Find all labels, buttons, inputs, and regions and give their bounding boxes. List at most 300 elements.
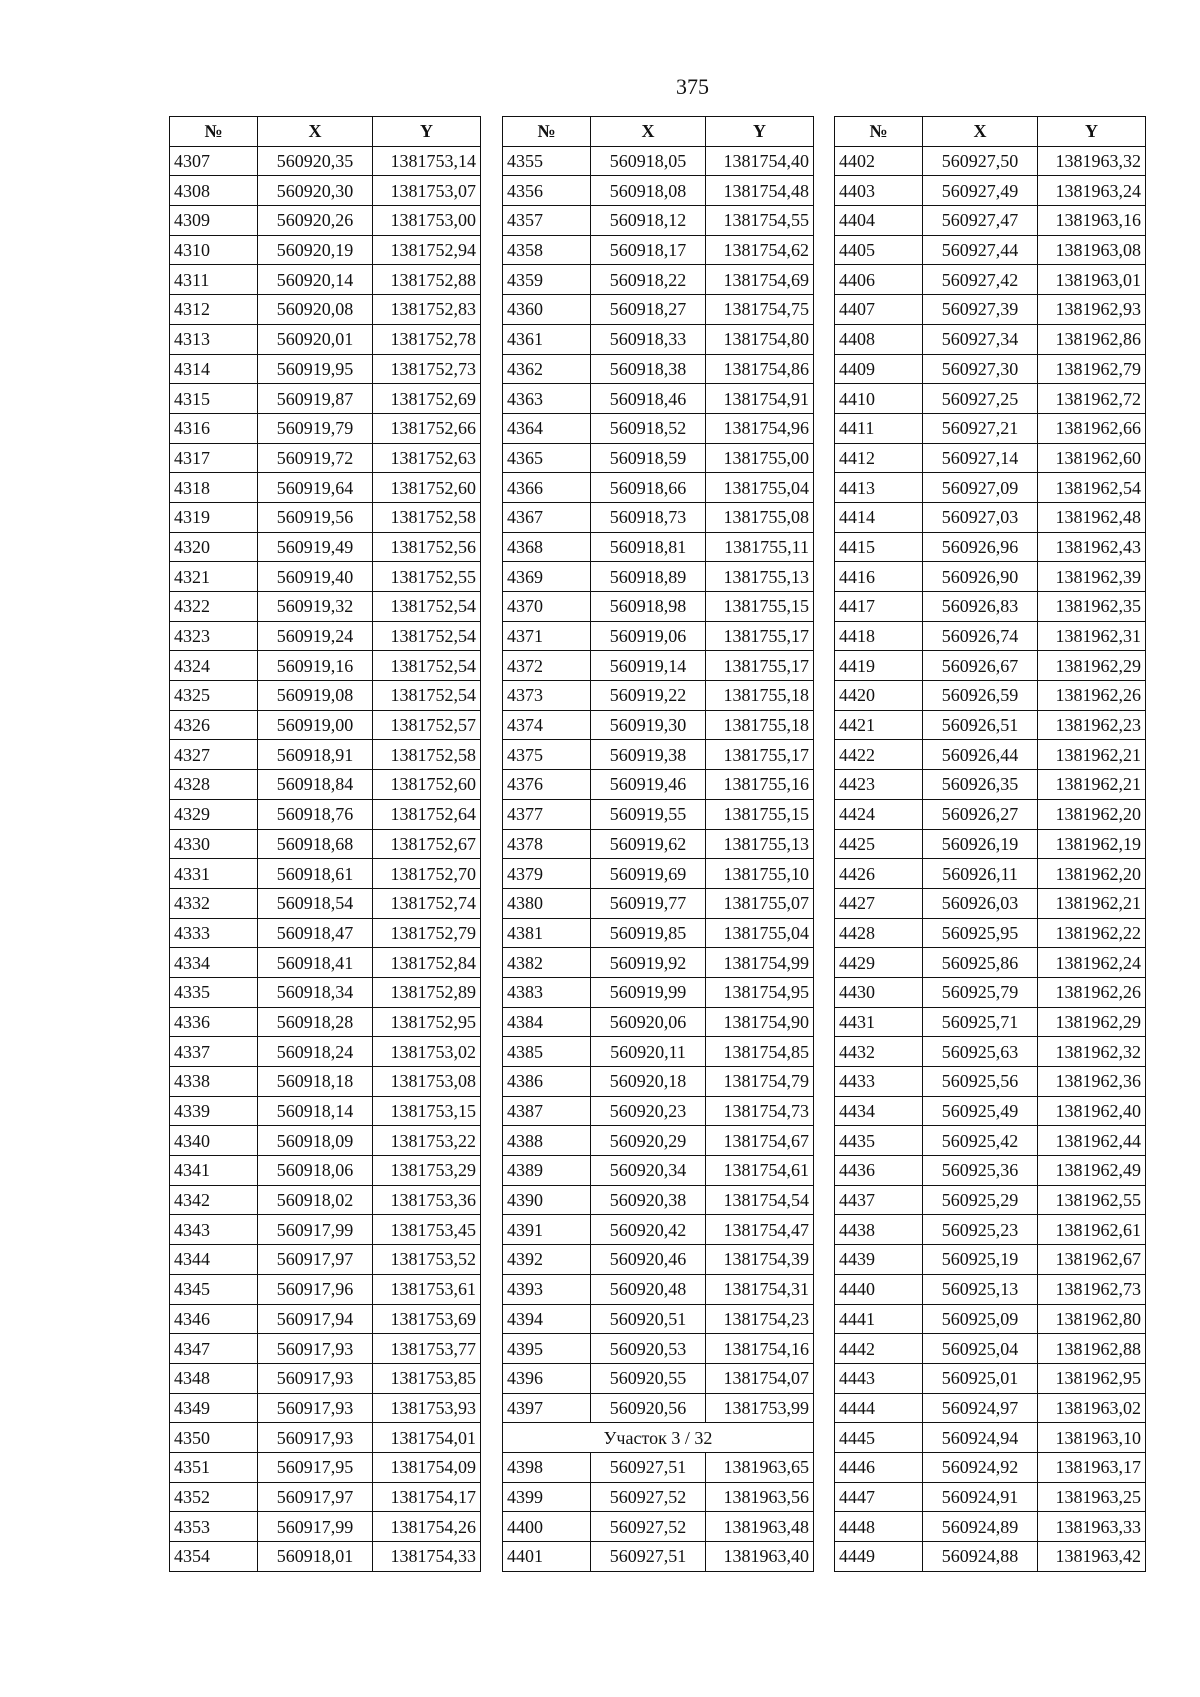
point-number-cell: 4315 (170, 384, 258, 414)
point-number-cell: 4434 (835, 1096, 923, 1126)
y-coordinate-cell: 1381754,61 (706, 1156, 814, 1186)
x-coordinate-cell: 560917,93 (258, 1334, 373, 1364)
x-coordinate-cell: 560920,08 (258, 295, 373, 325)
point-number-cell: 4336 (170, 1007, 258, 1037)
point-number-cell: 4413 (835, 473, 923, 503)
point-number-cell: 4326 (170, 710, 258, 740)
table-row (503, 443, 814, 473)
x-coordinate-cell: 560919,24 (258, 621, 373, 651)
table-row (503, 384, 814, 414)
y-coordinate-cell: 1381963,10 (1038, 1423, 1146, 1453)
x-coordinate-cell: 560918,08 (591, 176, 706, 206)
table-row (170, 265, 481, 295)
y-coordinate-cell: 1381753,29 (373, 1156, 481, 1186)
table-row (170, 1363, 481, 1393)
point-number-cell: 4346 (170, 1304, 258, 1334)
y-coordinate-cell: 1381963,17 (1038, 1452, 1146, 1482)
table-row (503, 977, 814, 1007)
y-coordinate-cell: 1381753,52 (373, 1245, 481, 1275)
point-number-cell: 4349 (170, 1393, 258, 1423)
table-row (503, 295, 814, 325)
table-row (170, 1274, 481, 1304)
point-number-cell: 4363 (503, 384, 591, 414)
table-row (835, 562, 1146, 592)
x-coordinate-cell: 560918,14 (258, 1096, 373, 1126)
y-coordinate-cell: 1381752,84 (373, 948, 481, 978)
table-row (170, 1185, 481, 1215)
table-row (835, 829, 1146, 859)
x-coordinate-cell: 560926,35 (923, 770, 1038, 800)
page-number: 375 (676, 74, 709, 99)
y-coordinate-cell: 1381755,11 (706, 532, 814, 562)
point-number-cell: 4397 (503, 1393, 591, 1423)
x-coordinate-cell: 560917,93 (258, 1363, 373, 1393)
table-row (503, 1007, 814, 1037)
y-coordinate-cell: 1381963,65 (706, 1452, 814, 1482)
point-number-cell: 4380 (503, 888, 591, 918)
x-coordinate-cell: 560917,94 (258, 1304, 373, 1334)
table-row (835, 1334, 1146, 1364)
point-number-cell: 4410 (835, 384, 923, 414)
table-row (503, 265, 814, 295)
y-coordinate-cell: 1381755,16 (706, 770, 814, 800)
table-row (503, 918, 814, 948)
y-coordinate-cell: 1381962,19 (1038, 829, 1146, 859)
point-number-cell: 4409 (835, 354, 923, 384)
point-number-cell: 4322 (170, 592, 258, 622)
table-row (170, 1304, 481, 1334)
x-coordinate-cell: 560919,32 (258, 592, 373, 622)
table-row (835, 977, 1146, 1007)
x-coordinate-cell: 560920,38 (591, 1185, 706, 1215)
table-row (503, 235, 814, 265)
table-row (170, 532, 481, 562)
point-number-cell: 4427 (835, 888, 923, 918)
x-coordinate-cell: 560925,63 (923, 1037, 1038, 1067)
x-coordinate-cell: 560925,09 (923, 1304, 1038, 1334)
point-number-cell: 4325 (170, 681, 258, 711)
table-row (170, 829, 481, 859)
point-number-cell: 4388 (503, 1126, 591, 1156)
x-coordinate-cell: 560927,50 (923, 146, 1038, 176)
point-number-cell: 4316 (170, 413, 258, 443)
table-row (170, 710, 481, 740)
x-coordinate-cell: 560926,19 (923, 829, 1038, 859)
x-coordinate-cell: 560920,30 (258, 176, 373, 206)
x-coordinate-cell: 560927,52 (591, 1512, 706, 1542)
x-coordinate-cell: 560918,73 (591, 502, 706, 532)
table-row (835, 1126, 1146, 1156)
point-number-cell: 4406 (835, 265, 923, 295)
y-coordinate-cell: 1381962,20 (1038, 799, 1146, 829)
point-number-cell: 4365 (503, 443, 591, 473)
y-coordinate-cell: 1381753,15 (373, 1096, 481, 1126)
x-coordinate-cell: 560927,21 (923, 413, 1038, 443)
y-coordinate-cell: 1381753,02 (373, 1037, 481, 1067)
x-coordinate-cell: 560918,28 (258, 1007, 373, 1037)
table-row (835, 710, 1146, 740)
table-row (503, 592, 814, 622)
coordinates-table-2 (502, 116, 814, 1572)
x-coordinate-cell: 560925,19 (923, 1245, 1038, 1275)
coordinates-table-1 (169, 116, 481, 1572)
x-coordinate-cell: 560926,59 (923, 681, 1038, 711)
x-coordinate-cell: 560918,18 (258, 1067, 373, 1097)
table-row (835, 413, 1146, 443)
y-coordinate-cell: 1381754,16 (706, 1334, 814, 1364)
y-coordinate-cell: 1381962,73 (1038, 1274, 1146, 1304)
table-row (835, 1423, 1146, 1453)
table-row (170, 413, 481, 443)
x-coordinate-cell: 560920,01 (258, 324, 373, 354)
x-coordinate-cell: 560917,93 (258, 1393, 373, 1423)
table-row (170, 146, 481, 176)
table-row (503, 1215, 814, 1245)
x-coordinate-cell: 560920,51 (591, 1304, 706, 1334)
point-number-cell: 4374 (503, 710, 591, 740)
y-coordinate-cell: 1381963,25 (1038, 1482, 1146, 1512)
y-coordinate-cell: 1381962,22 (1038, 918, 1146, 948)
point-number-cell: 4321 (170, 562, 258, 592)
x-coordinate-cell: 560925,42 (923, 1126, 1038, 1156)
table-row (170, 354, 481, 384)
y-coordinate-cell: 1381962,61 (1038, 1215, 1146, 1245)
point-number-cell: 4415 (835, 532, 923, 562)
point-number-cell: 4344 (170, 1245, 258, 1275)
x-coordinate-cell: 560920,42 (591, 1215, 706, 1245)
y-coordinate-cell: 1381962,93 (1038, 295, 1146, 325)
table-row (170, 977, 481, 1007)
point-number-cell: 4377 (503, 799, 591, 829)
table-row (170, 1334, 481, 1364)
x-coordinate-cell: 560917,97 (258, 1482, 373, 1512)
y-coordinate-cell: 1381962,21 (1038, 770, 1146, 800)
point-number-cell: 4376 (503, 770, 591, 800)
section-row (503, 1423, 814, 1453)
y-coordinate-cell: 1381754,96 (706, 413, 814, 443)
point-number-cell: 4356 (503, 176, 591, 206)
x-coordinate-cell: 560926,83 (923, 592, 1038, 622)
x-coordinate-cell: 560919,00 (258, 710, 373, 740)
table-row (503, 1037, 814, 1067)
point-number-cell: 4401 (503, 1542, 591, 1572)
point-number-cell: 4338 (170, 1067, 258, 1097)
y-coordinate-cell: 1381752,54 (373, 592, 481, 622)
table-row (835, 799, 1146, 829)
y-coordinate-cell: 1381755,04 (706, 918, 814, 948)
y-coordinate-cell: 1381963,48 (706, 1512, 814, 1542)
point-number-cell: 4395 (503, 1334, 591, 1364)
y-coordinate-cell: 1381752,56 (373, 532, 481, 562)
point-number-cell: 4378 (503, 829, 591, 859)
table-row (835, 473, 1146, 503)
x-coordinate-cell: 560926,96 (923, 532, 1038, 562)
y-coordinate-cell: 1381962,79 (1038, 354, 1146, 384)
point-number-cell: 4423 (835, 770, 923, 800)
y-coordinate-cell: 1381962,55 (1038, 1185, 1146, 1215)
x-coordinate-cell: 560919,08 (258, 681, 373, 711)
y-coordinate-cell: 1381753,14 (373, 146, 481, 176)
point-number-cell: 4309 (170, 206, 258, 236)
x-coordinate-cell: 560924,88 (923, 1542, 1038, 1572)
point-number-cell: 4381 (503, 918, 591, 948)
point-number-cell: 4383 (503, 977, 591, 1007)
y-coordinate-cell: 1381752,69 (373, 384, 481, 414)
header-x: X (591, 117, 706, 147)
table-row (170, 1215, 481, 1245)
y-coordinate-cell: 1381962,44 (1038, 1126, 1146, 1156)
table-row (503, 651, 814, 681)
y-coordinate-cell: 1381752,78 (373, 324, 481, 354)
table-row (835, 948, 1146, 978)
x-coordinate-cell: 560926,27 (923, 799, 1038, 829)
y-coordinate-cell: 1381753,22 (373, 1126, 481, 1156)
point-number-cell: 4445 (835, 1423, 923, 1453)
point-number-cell: 4327 (170, 740, 258, 770)
x-coordinate-cell: 560918,68 (258, 829, 373, 859)
x-coordinate-cell: 560926,90 (923, 562, 1038, 592)
y-coordinate-cell: 1381753,00 (373, 206, 481, 236)
y-coordinate-cell: 1381754,91 (706, 384, 814, 414)
point-number-cell: 4418 (835, 621, 923, 651)
x-coordinate-cell: 560920,26 (258, 206, 373, 236)
point-number-cell: 4416 (835, 562, 923, 592)
x-coordinate-cell: 560925,71 (923, 1007, 1038, 1037)
x-coordinate-cell: 560919,87 (258, 384, 373, 414)
y-coordinate-cell: 1381962,20 (1038, 859, 1146, 889)
point-number-cell: 4323 (170, 621, 258, 651)
y-coordinate-cell: 1381755,17 (706, 740, 814, 770)
table-row (503, 1067, 814, 1097)
point-number-cell: 4310 (170, 235, 258, 265)
x-coordinate-cell: 560919,85 (591, 918, 706, 948)
y-coordinate-cell: 1381752,89 (373, 977, 481, 1007)
x-coordinate-cell: 560924,92 (923, 1452, 1038, 1482)
point-number-cell: 4345 (170, 1274, 258, 1304)
table-row (170, 206, 481, 236)
y-coordinate-cell: 1381755,04 (706, 473, 814, 503)
table-row (503, 324, 814, 354)
header-number: № (835, 117, 923, 147)
table-row (170, 918, 481, 948)
y-coordinate-cell: 1381754,09 (373, 1452, 481, 1482)
table-row (503, 1185, 814, 1215)
x-coordinate-cell: 560917,93 (258, 1423, 373, 1453)
table-row (170, 1452, 481, 1482)
table-row (503, 1304, 814, 1334)
x-coordinate-cell: 560918,33 (591, 324, 706, 354)
y-coordinate-cell: 1381754,47 (706, 1215, 814, 1245)
x-coordinate-cell: 560919,56 (258, 502, 373, 532)
point-number-cell: 4331 (170, 859, 258, 889)
y-coordinate-cell: 1381752,83 (373, 295, 481, 325)
x-coordinate-cell: 560927,30 (923, 354, 1038, 384)
y-coordinate-cell: 1381753,85 (373, 1363, 481, 1393)
y-coordinate-cell: 1381754,07 (706, 1363, 814, 1393)
table-row (170, 1096, 481, 1126)
y-coordinate-cell: 1381753,36 (373, 1185, 481, 1215)
y-coordinate-cell: 1381754,17 (373, 1482, 481, 1512)
table-row (503, 621, 814, 651)
table-row (835, 888, 1146, 918)
y-coordinate-cell: 1381754,99 (706, 948, 814, 978)
table-row (170, 562, 481, 592)
y-coordinate-cell: 1381754,33 (373, 1542, 481, 1572)
point-number-cell: 4422 (835, 740, 923, 770)
point-number-cell: 4428 (835, 918, 923, 948)
y-coordinate-cell: 1381962,35 (1038, 592, 1146, 622)
y-coordinate-cell: 1381753,45 (373, 1215, 481, 1245)
table-row (835, 592, 1146, 622)
y-coordinate-cell: 1381962,48 (1038, 502, 1146, 532)
table-row (170, 1126, 481, 1156)
x-coordinate-cell: 560925,95 (923, 918, 1038, 948)
table-row (170, 502, 481, 532)
point-number-cell: 4408 (835, 324, 923, 354)
point-number-cell: 4446 (835, 1452, 923, 1482)
point-number-cell: 4351 (170, 1452, 258, 1482)
point-number-cell: 4436 (835, 1156, 923, 1186)
header-x: X (258, 117, 373, 147)
point-number-cell: 4318 (170, 473, 258, 503)
x-coordinate-cell: 560918,59 (591, 443, 706, 473)
table-row (835, 235, 1146, 265)
x-coordinate-cell: 560927,03 (923, 502, 1038, 532)
table-row (170, 948, 481, 978)
table-row (835, 651, 1146, 681)
x-coordinate-cell: 560918,61 (258, 859, 373, 889)
table-row (835, 354, 1146, 384)
y-coordinate-cell: 1381963,32 (1038, 146, 1146, 176)
y-coordinate-cell: 1381752,94 (373, 235, 481, 265)
table-row (835, 146, 1146, 176)
x-coordinate-cell: 560920,34 (591, 1156, 706, 1186)
x-coordinate-cell: 560918,81 (591, 532, 706, 562)
x-coordinate-cell: 560919,49 (258, 532, 373, 562)
point-number-cell: 4375 (503, 740, 591, 770)
point-number-cell: 4390 (503, 1185, 591, 1215)
point-number-cell: 4354 (170, 1542, 258, 1572)
table-row (503, 1274, 814, 1304)
table-row (835, 206, 1146, 236)
y-coordinate-cell: 1381962,36 (1038, 1067, 1146, 1097)
y-coordinate-cell: 1381755,13 (706, 829, 814, 859)
x-coordinate-cell: 560926,03 (923, 888, 1038, 918)
table-row (170, 1423, 481, 1453)
y-coordinate-cell: 1381754,67 (706, 1126, 814, 1156)
point-number-cell: 4394 (503, 1304, 591, 1334)
table-row (503, 1156, 814, 1186)
point-number-cell: 4361 (503, 324, 591, 354)
table-row (503, 1245, 814, 1275)
point-number-cell: 4405 (835, 235, 923, 265)
point-number-cell: 4372 (503, 651, 591, 681)
x-coordinate-cell: 560919,14 (591, 651, 706, 681)
table-row (835, 1363, 1146, 1393)
table-row (835, 1156, 1146, 1186)
point-number-cell: 4335 (170, 977, 258, 1007)
table-row (503, 770, 814, 800)
point-number-cell: 4358 (503, 235, 591, 265)
point-number-cell: 4447 (835, 1482, 923, 1512)
point-number-cell: 4370 (503, 592, 591, 622)
table-row (835, 1304, 1146, 1334)
x-coordinate-cell: 560918,41 (258, 948, 373, 978)
table-row (835, 1393, 1146, 1423)
point-number-cell: 4333 (170, 918, 258, 948)
header-number: № (503, 117, 591, 147)
y-coordinate-cell: 1381754,54 (706, 1185, 814, 1215)
y-coordinate-cell: 1381962,80 (1038, 1304, 1146, 1334)
point-number-cell: 4396 (503, 1363, 591, 1393)
point-number-cell: 4392 (503, 1245, 591, 1275)
point-number-cell: 4307 (170, 146, 258, 176)
point-number-cell: 4328 (170, 770, 258, 800)
table-row (503, 1334, 814, 1364)
point-number-cell: 4398 (503, 1452, 591, 1482)
x-coordinate-cell: 560917,95 (258, 1452, 373, 1482)
table-row (170, 859, 481, 889)
x-coordinate-cell: 560925,86 (923, 948, 1038, 978)
y-coordinate-cell: 1381752,66 (373, 413, 481, 443)
x-coordinate-cell: 560925,56 (923, 1067, 1038, 1097)
table-row (503, 740, 814, 770)
point-number-cell: 4319 (170, 502, 258, 532)
table-row (835, 859, 1146, 889)
x-coordinate-cell: 560918,52 (591, 413, 706, 443)
y-coordinate-cell: 1381752,64 (373, 799, 481, 829)
y-coordinate-cell: 1381962,88 (1038, 1334, 1146, 1364)
table-row (835, 384, 1146, 414)
y-coordinate-cell: 1381963,01 (1038, 265, 1146, 295)
header-y: Y (706, 117, 814, 147)
y-coordinate-cell: 1381754,69 (706, 265, 814, 295)
x-coordinate-cell: 560918,34 (258, 977, 373, 1007)
table-row (835, 1245, 1146, 1275)
y-coordinate-cell: 1381754,90 (706, 1007, 814, 1037)
table-row (503, 829, 814, 859)
y-coordinate-cell: 1381754,01 (373, 1423, 481, 1453)
y-coordinate-cell: 1381754,86 (706, 354, 814, 384)
y-coordinate-cell: 1381754,40 (706, 146, 814, 176)
y-coordinate-cell: 1381753,99 (706, 1393, 814, 1423)
y-coordinate-cell: 1381754,48 (706, 176, 814, 206)
table-row (503, 710, 814, 740)
x-coordinate-cell: 560925,36 (923, 1156, 1038, 1186)
table-row (835, 1185, 1146, 1215)
table-row (170, 1542, 481, 1572)
point-number-cell: 4340 (170, 1126, 258, 1156)
point-number-cell: 4342 (170, 1185, 258, 1215)
point-number-cell: 4339 (170, 1096, 258, 1126)
table-row (835, 324, 1146, 354)
y-coordinate-cell: 1381962,21 (1038, 888, 1146, 918)
x-coordinate-cell: 560919,22 (591, 681, 706, 711)
table-row (170, 799, 481, 829)
table-row (503, 1512, 814, 1542)
x-coordinate-cell: 560917,96 (258, 1274, 373, 1304)
x-coordinate-cell: 560918,09 (258, 1126, 373, 1156)
y-coordinate-cell: 1381962,23 (1038, 710, 1146, 740)
table-row (170, 1037, 481, 1067)
x-coordinate-cell: 560920,55 (591, 1363, 706, 1393)
point-number-cell: 4313 (170, 324, 258, 354)
y-coordinate-cell: 1381755,08 (706, 502, 814, 532)
point-number-cell: 4311 (170, 265, 258, 295)
x-coordinate-cell: 560924,89 (923, 1512, 1038, 1542)
point-number-cell: 4425 (835, 829, 923, 859)
x-coordinate-cell: 560920,29 (591, 1126, 706, 1156)
